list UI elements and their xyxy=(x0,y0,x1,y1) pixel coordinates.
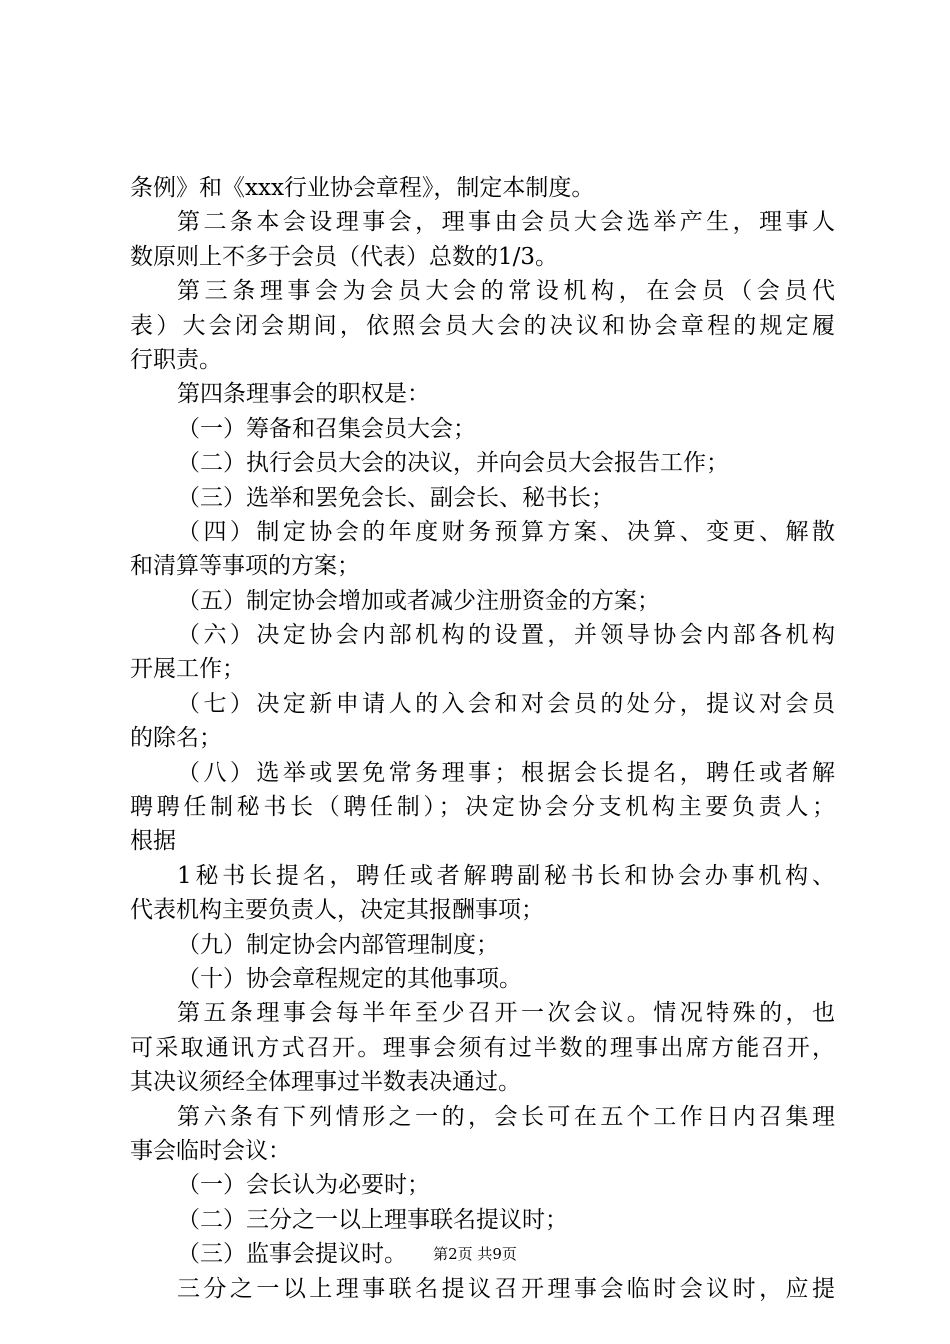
text-line: 数原则上不多于会员（代表）总数的1/3。 xyxy=(130,243,559,270)
text-line: （三）选举和罢免会长、副会长、秘书长； xyxy=(177,484,614,511)
text-line: 条例》和《xxx行业协会章程》，制定本制度。 xyxy=(130,175,595,201)
text-line: 第四条理事会的职权是： xyxy=(177,381,430,408)
text-line: 和清算等事项的方案； xyxy=(130,553,360,580)
text-line: （八）选举或罢免常务理事；根据会长提名，聘任或者解 xyxy=(177,759,835,786)
text-line: 第二条本会设理事会，理事由会员大会选举产生，理事人 xyxy=(177,209,835,236)
text-line: （六）决定协会内部机构的设置，并领导协会内部各机构 xyxy=(177,622,835,649)
text-line: 根据 xyxy=(130,828,176,855)
document-body xyxy=(130,171,835,1306)
text-line: 三分之一以上理事联名提议召开理事会临时会议时，应提 xyxy=(177,1275,835,1302)
text-line: 第五条理事会每半年至少召开一次会议。情况特殊的，也 xyxy=(177,1000,835,1027)
text-line: 1秘书长提名，聘任或者解聘副秘书长和协会办事机构、 xyxy=(177,862,835,889)
text-line: 开展工作； xyxy=(130,656,245,683)
text-line: （二）执行会员大会的决议，并向会员大会报告工作； xyxy=(177,450,729,477)
page-footer: 第2页 共9页 xyxy=(433,1245,517,1263)
text-line: 行职责。 xyxy=(130,346,222,373)
text-line: 聘聘任制秘书长（聘任制）；决定协会分支机构主要负责人； xyxy=(130,794,835,821)
text-line: 事会临时会议： xyxy=(130,1137,291,1164)
text-line: 第六条有下列情形之一的，会长可在五个工作日内召集理 xyxy=(177,1103,835,1130)
text-line: （一）会长认为必要时； xyxy=(177,1172,430,1199)
text-line: （三）监事会提议时。 xyxy=(177,1241,407,1268)
text-line: 其决议须经全体理事过半数表决通过。 xyxy=(130,1069,521,1096)
text-line: 代表机构主要负责人，决定其报酬事项； xyxy=(130,897,544,924)
text-line: 可采取通讯方式召开。理事会须有过半数的理事出席方能召开， xyxy=(130,1034,835,1061)
text-line: （一）筹备和召集会员大会； xyxy=(177,415,476,442)
text-line: （二）三分之一以上理事联名提议时； xyxy=(177,1206,568,1233)
text-line: （四）制定协会的年度财务预算方案、决算、变更、解散 xyxy=(177,518,835,545)
text-line: （十）协会章程规定的其他事项。 xyxy=(177,965,522,992)
text-line: 的除名； xyxy=(130,725,222,752)
text-line: （五）制定协会增加或者减少注册资金的方案； xyxy=(177,587,660,614)
text-line: （七）决定新申请人的入会和对会员的处分，提议对会员 xyxy=(177,690,835,717)
text-line: （九）制定协会内部管理制度； xyxy=(177,931,499,958)
text-line: 第三条理事会为会员大会的常设机构，在会员（会员代 xyxy=(177,278,835,305)
text-line: 表）大会闭会期间，依照会员大会的决议和协会章程的规定履 xyxy=(130,312,835,339)
